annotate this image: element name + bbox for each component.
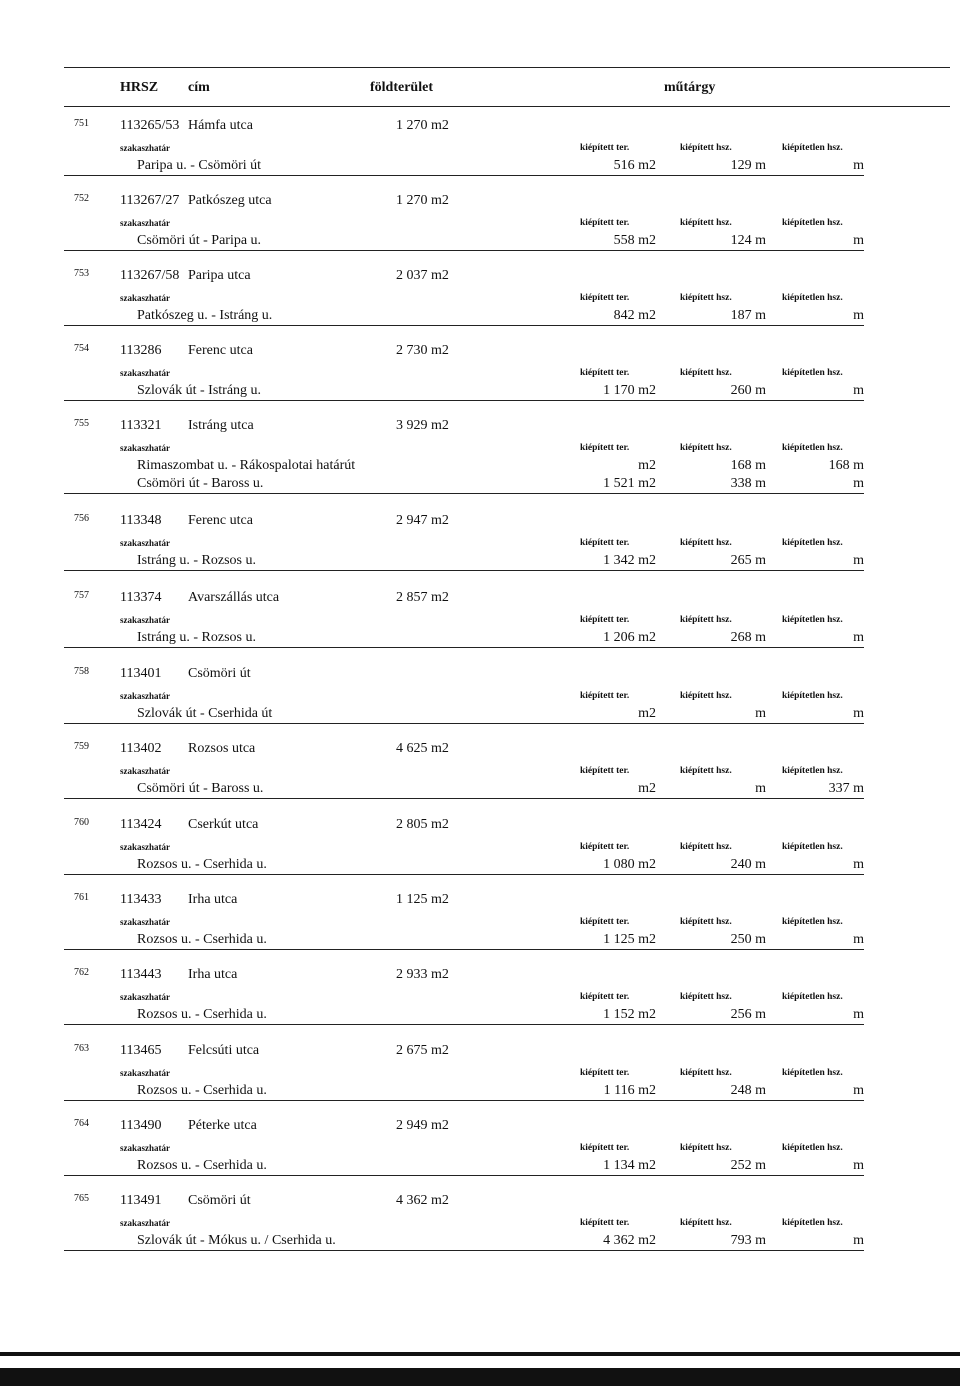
entry-rule [64, 1250, 864, 1251]
kiepitett-hsz-label: kiépített hsz. [680, 917, 732, 927]
section-boundary: Rozsos u. - Cserhida u. [137, 1007, 267, 1022]
kiepitett-hsz-label: kiépített hsz. [680, 691, 732, 701]
entry-number: 754 [74, 343, 89, 354]
entry-rule [64, 250, 864, 251]
kiepitett-hsz-label: kiépített hsz. [680, 368, 732, 378]
entry-rule [64, 493, 864, 494]
entry-number: 763 [74, 1043, 89, 1054]
kiepitett-hsz-value: 268 m [730, 630, 766, 645]
kiepitetlen-hsz-label: kiépítetlen hsz. [782, 992, 843, 1002]
kiepitett-ter-label: kiépített ter. [580, 293, 630, 303]
kiepitetlen-hsz-label: kiépítetlen hsz. [782, 1218, 843, 1228]
entry-area: 2 857 m2 [396, 590, 449, 605]
entry-number: 752 [74, 193, 89, 204]
entry [0, 892, 960, 967]
kiepitett-ter-value: 516 m2 [613, 158, 656, 173]
szakaszhatar-label: szakaszhatár [120, 293, 170, 303]
kiepitetlen-hsz-value: 168 m [828, 458, 864, 473]
kiepitett-hsz-value: 248 m [730, 1083, 766, 1098]
kiepitetlen-hsz-value: m [853, 308, 864, 323]
entry-area: 2 805 m2 [396, 817, 449, 832]
entry-area: 1 125 m2 [396, 892, 449, 907]
section-boundary: Csömöri út - Baross u. [137, 781, 264, 796]
entry-hrsz: 113267/27 [120, 193, 180, 208]
kiepitett-hsz-value: 240 m [730, 857, 766, 872]
entry-hrsz: 113491 [120, 1193, 162, 1208]
kiepitetlen-hsz-label: kiépítetlen hsz. [782, 691, 843, 701]
entry [0, 513, 960, 588]
entry-street-name: Cserkút utca [188, 817, 259, 832]
entry-street-name: Felcsúti utca [188, 1043, 260, 1058]
section-boundary: Szlovák út - Mókus u. / Cserhida u. [137, 1233, 336, 1248]
szakaszhatar-label: szakaszhatár [120, 143, 170, 153]
kiepitett-ter-label: kiépített ter. [580, 1218, 630, 1228]
entry-street-name: Irha utca [188, 892, 238, 907]
kiepitetlen-hsz-label: kiépítetlen hsz. [782, 218, 843, 228]
scan-border-bottom [0, 1368, 960, 1386]
kiepitett-hsz-value: 256 m [730, 1007, 766, 1022]
kiepitetlen-hsz-value: m [853, 233, 864, 248]
entry-rule [64, 1024, 864, 1025]
szakaszhatar-label: szakaszhatár [120, 443, 170, 453]
szakaszhatar-label: szakaszhatár [120, 1143, 170, 1153]
scan-border-top [0, 1352, 960, 1356]
kiepitett-hsz-value: 338 m [730, 476, 766, 491]
kiepitett-hsz-label: kiépített hsz. [680, 538, 732, 548]
kiepitett-hsz-label: kiépített hsz. [680, 143, 732, 153]
kiepitett-hsz-value: 129 m [730, 158, 766, 173]
kiepitett-ter-label: kiépített ter. [580, 691, 630, 701]
entry-street-name: Paripa utca [188, 268, 251, 283]
kiepitett-hsz-value: 260 m [730, 383, 766, 398]
kiepitett-hsz-label: kiépített hsz. [680, 1218, 732, 1228]
section-boundary: Rimaszombat u. - Rákospalotai határút [137, 458, 356, 473]
kiepitetlen-hsz-label: kiépítetlen hsz. [782, 615, 843, 625]
kiepitett-ter-value: 4 362 m2 [603, 1233, 656, 1248]
kiepitett-ter-value: 1 080 m2 [603, 857, 656, 872]
entry-area: 2 037 m2 [396, 268, 449, 283]
entry-street-name: Ferenc utca [188, 343, 253, 358]
entry [0, 343, 960, 418]
header-foldterulet: földterület [370, 80, 433, 95]
kiepitett-hsz-value: m [755, 706, 766, 721]
kiepitetlen-hsz-label: kiépítetlen hsz. [782, 917, 843, 927]
section-boundary: Rozsos u. - Cserhida u. [137, 857, 267, 872]
entry-hrsz: 113374 [120, 590, 162, 605]
entry [0, 1193, 960, 1268]
section-boundary: Paripa u. - Csömöri út [137, 158, 262, 173]
kiepitetlen-hsz-value: m [853, 1083, 864, 1098]
kiepitetlen-hsz-value: m [853, 857, 864, 872]
entry-street-name: Ferenc utca [188, 513, 253, 528]
entry-area: 4 362 m2 [396, 1193, 449, 1208]
entry-rule [64, 647, 864, 648]
kiepitett-hsz-value: m [755, 781, 766, 796]
kiepitetlen-hsz-label: kiépítetlen hsz. [782, 766, 843, 776]
entry-street-name: Istráng utca [188, 418, 254, 433]
entry-hrsz: 113490 [120, 1118, 162, 1133]
entry-number: 755 [74, 418, 89, 429]
entry [0, 1043, 960, 1118]
entry-hrsz: 113433 [120, 892, 162, 907]
szakaszhatar-label: szakaszhatár [120, 218, 170, 228]
section-boundary: Rozsos u. - Cserhida u. [137, 932, 267, 947]
entry-area: 2 675 m2 [396, 1043, 449, 1058]
entry [0, 590, 960, 665]
section-boundary: Csömöri út - Baross u. [137, 476, 264, 491]
header-hrsz: HRSZ [120, 80, 159, 95]
entry [0, 418, 960, 493]
entry-hrsz: 113267/58 [120, 268, 180, 283]
kiepitett-ter-label: kiépített ter. [580, 143, 630, 153]
kiepitett-hsz-value: 250 m [730, 932, 766, 947]
entry-street-name: Rozsos utca [188, 741, 256, 756]
kiepitetlen-hsz-value: m [853, 1233, 864, 1248]
szakaszhatar-label: szakaszhatár [120, 538, 170, 548]
header-cim: cím [188, 80, 210, 95]
section-boundary: Istráng u. - Rozsos u. [137, 553, 256, 568]
kiepitett-ter-value: 1 125 m2 [603, 932, 656, 947]
section-boundary: Rozsos u. - Cserhida u. [137, 1158, 267, 1173]
entry-number: 757 [74, 590, 89, 601]
kiepitetlen-hsz-value: 337 m [828, 781, 864, 796]
kiepitetlen-hsz-value: m [853, 158, 864, 173]
kiepitett-ter-label: kiépített ter. [580, 368, 630, 378]
entry-rule [64, 1100, 864, 1101]
szakaszhatar-label: szakaszhatár [120, 842, 170, 852]
kiepitett-hsz-label: kiépített hsz. [680, 615, 732, 625]
kiepitett-ter-label: kiépített ter. [580, 218, 630, 228]
kiepitett-hsz-value: 252 m [730, 1158, 766, 1173]
entry-number: 753 [74, 268, 89, 279]
entry-rule [64, 798, 864, 799]
header-mutargy: műtárgy [664, 80, 716, 95]
kiepitett-ter-value: 1 116 m2 [603, 1083, 656, 1098]
entry [0, 268, 960, 343]
entry-rule [64, 570, 864, 571]
entry-rule [64, 949, 864, 950]
entry-hrsz: 113402 [120, 741, 162, 756]
kiepitetlen-hsz-label: kiépítetlen hsz. [782, 368, 843, 378]
kiepitett-hsz-label: kiépített hsz. [680, 1068, 732, 1078]
entry-street-name: Hámfa utca [188, 118, 253, 133]
kiepitett-hsz-label: kiépített hsz. [680, 766, 732, 776]
kiepitett-hsz-label: kiépített hsz. [680, 218, 732, 228]
entry-street-name: Avarszállás utca [188, 590, 280, 605]
kiepitett-ter-label: kiépített ter. [580, 615, 630, 625]
entry-hrsz: 113286 [120, 343, 162, 358]
kiepitett-ter-label: kiépített ter. [580, 917, 630, 927]
kiepitetlen-hsz-label: kiépítetlen hsz. [782, 1143, 843, 1153]
entry-rule [64, 325, 864, 326]
entry-area: 3 929 m2 [396, 418, 449, 433]
entry-hrsz: 113321 [120, 418, 162, 433]
header-top-rule [64, 67, 950, 68]
kiepitetlen-hsz-value: m [853, 553, 864, 568]
entry-rule [64, 874, 864, 875]
kiepitetlen-hsz-value: m [853, 630, 864, 645]
kiepitett-ter-label: kiépített ter. [580, 1068, 630, 1078]
section-boundary: Rozsos u. - Cserhida u. [137, 1083, 267, 1098]
entry [0, 193, 960, 268]
kiepitett-ter-label: kiépített ter. [580, 1143, 630, 1153]
entry [0, 1118, 960, 1193]
szakaszhatar-label: szakaszhatár [120, 766, 170, 776]
entry-hrsz: 113443 [120, 967, 162, 982]
szakaszhatar-label: szakaszhatár [120, 615, 170, 625]
szakaszhatar-label: szakaszhatár [120, 691, 170, 701]
entry-street-name: Csömöri út [188, 1193, 251, 1208]
kiepitett-ter-label: kiépített ter. [580, 842, 630, 852]
section-boundary: Szlovák út - Cserhida út [137, 706, 273, 721]
section-boundary: Csömöri út - Paripa u. [137, 233, 262, 248]
kiepitett-hsz-value: 265 m [730, 553, 766, 568]
section-boundary: Szlovák út - Istráng u. [137, 383, 262, 398]
szakaszhatar-label: szakaszhatár [120, 1218, 170, 1228]
entry-number: 760 [74, 817, 89, 828]
entry-rule [64, 1175, 864, 1176]
entry-area: 2 949 m2 [396, 1118, 449, 1133]
entry-hrsz: 113265/53 [120, 118, 180, 133]
entry-number: 764 [74, 1118, 89, 1129]
kiepitett-hsz-label: kiépített hsz. [680, 992, 732, 1002]
section-boundary: Istráng u. - Rozsos u. [137, 630, 256, 645]
kiepitetlen-hsz-label: kiépítetlen hsz. [782, 443, 843, 453]
kiepitett-ter-value: 1 342 m2 [603, 553, 656, 568]
kiepitetlen-hsz-value: m [853, 932, 864, 947]
kiepitett-hsz-value: 168 m [730, 458, 766, 473]
entry-number: 761 [74, 892, 89, 903]
kiepitetlen-hsz-label: kiépítetlen hsz. [782, 1068, 843, 1078]
kiepitetlen-hsz-label: kiépítetlen hsz. [782, 538, 843, 548]
kiepitett-hsz-label: kiépített hsz. [680, 293, 732, 303]
kiepitett-ter-label: kiépített ter. [580, 538, 630, 548]
kiepitett-ter-value: 1 134 m2 [603, 1158, 656, 1173]
kiepitett-hsz-value: 187 m [730, 308, 766, 323]
szakaszhatar-label: szakaszhatár [120, 1068, 170, 1078]
kiepitett-ter-value: m2 [638, 706, 656, 721]
kiepitett-ter-value: 1 521 m2 [603, 476, 656, 491]
kiepitett-ter-value: 842 m2 [613, 308, 656, 323]
entry-street-name: Péterke utca [188, 1118, 257, 1133]
kiepitett-hsz-value: 793 m [730, 1233, 766, 1248]
kiepitett-ter-label: kiépített ter. [580, 443, 630, 453]
entry-hrsz: 113424 [120, 817, 162, 832]
entry-area: 2 947 m2 [396, 513, 449, 528]
entry [0, 967, 960, 1042]
kiepitetlen-hsz-value: m [853, 476, 864, 491]
entry-street-name: Irha utca [188, 967, 238, 982]
kiepitetlen-hsz-value: m [853, 1158, 864, 1173]
kiepitett-hsz-label: kiépített hsz. [680, 1143, 732, 1153]
szakaszhatar-label: szakaszhatár [120, 917, 170, 927]
entry-area: 2 933 m2 [396, 967, 449, 982]
kiepitett-ter-value: 558 m2 [613, 233, 656, 248]
entry [0, 666, 960, 741]
entry-number: 765 [74, 1193, 89, 1204]
entry-area: 1 270 m2 [396, 118, 449, 133]
kiepitett-ter-label: kiépített ter. [580, 766, 630, 776]
entry-hrsz: 113348 [120, 513, 162, 528]
header-bottom-rule [64, 106, 950, 107]
section-boundary: Patkószeg u. - Istráng u. [137, 308, 273, 323]
kiepitett-ter-value: 1 152 m2 [603, 1007, 656, 1022]
kiepitett-hsz-value: 124 m [730, 233, 766, 248]
szakaszhatar-label: szakaszhatár [120, 992, 170, 1002]
kiepitetlen-hsz-label: kiépítetlen hsz. [782, 293, 843, 303]
entry-rule [64, 175, 864, 176]
entry [0, 817, 960, 892]
kiepitetlen-hsz-value: m [853, 383, 864, 398]
kiepitett-ter-label: kiépített ter. [580, 992, 630, 1002]
entry [0, 118, 960, 193]
kiepitetlen-hsz-value: m [853, 1007, 864, 1022]
entry [0, 741, 960, 816]
szakaszhatar-label: szakaszhatár [120, 368, 170, 378]
kiepitett-ter-value: m2 [638, 458, 656, 473]
kiepitett-hsz-label: kiépített hsz. [680, 842, 732, 852]
entry-number: 751 [74, 118, 89, 129]
entry-street-name: Patkószeg utca [188, 193, 272, 208]
entry-number: 756 [74, 513, 89, 524]
entry-hrsz: 113401 [120, 666, 162, 681]
kiepitetlen-hsz-label: kiépítetlen hsz. [782, 842, 843, 852]
entry-area: 4 625 m2 [396, 741, 449, 756]
entry-area: 1 270 m2 [396, 193, 449, 208]
entry-hrsz: 113465 [120, 1043, 162, 1058]
kiepitett-hsz-label: kiépített hsz. [680, 443, 732, 453]
kiepitett-ter-value: 1 170 m2 [603, 383, 656, 398]
entry-rule [64, 723, 864, 724]
kiepitetlen-hsz-value: m [853, 706, 864, 721]
entry-number: 762 [74, 967, 89, 978]
entry-area: 2 730 m2 [396, 343, 449, 358]
kiepitetlen-hsz-label: kiépítetlen hsz. [782, 143, 843, 153]
entry-number: 758 [74, 666, 89, 677]
entry-street-name: Csömöri út [188, 666, 251, 681]
kiepitett-ter-value: 1 206 m2 [603, 630, 656, 645]
kiepitett-ter-value: m2 [638, 781, 656, 796]
entry-rule [64, 400, 864, 401]
entry-number: 759 [74, 741, 89, 752]
